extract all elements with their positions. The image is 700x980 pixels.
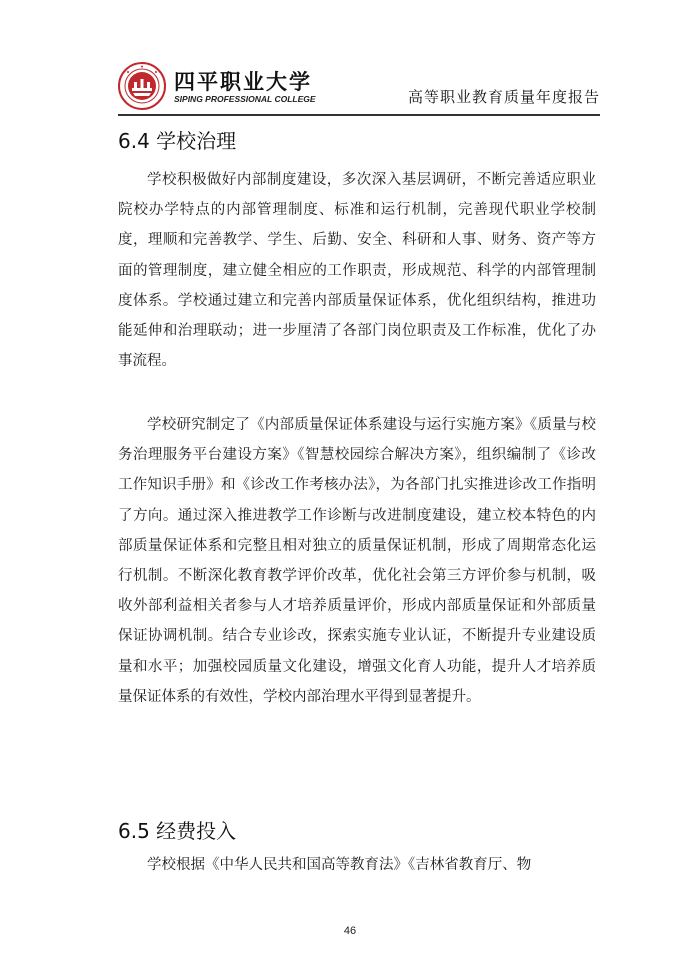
school-name-english: SIPING PROFESSIONAL COLLEGE bbox=[174, 94, 316, 104]
school-name: 四平职业大学 bbox=[174, 70, 312, 94]
paragraph: 学校研究制定了《内部质量保证体系建设与运行实施方案》《质量与校务治理服务平台建设方案》《智慧校园综合解决方案》，组织编制了《诊改工作知识手册》和《诊改工作考核办法》，为各部门扎实推进诊改工作指明了方向。通过深入推进教学工作诊断与改进制度建设，建立校本特色的内部质量保证体系和完整且相对独立的质量保证机制，形成了周期常态化运行机制。不断深化教育教学评价改革，优化社会第三方评价参与机制，吸收外部利益相关者参与人才培养质量评价，形成内部质量保证和外部质量保证协调机制。结合专业诊改，探索实施专业认证，不断提升专业建设质量和水平；加强校园质量文化建设，增强文化育人功能，提升人才培养质量保证体系的有效性，学校内部治理水平得到显著提升。 bbox=[118, 417, 596, 705]
section-heading-funding: 6.5 经费投入 bbox=[118, 819, 237, 843]
university-seal-icon bbox=[118, 62, 166, 110]
page-header bbox=[118, 62, 600, 114]
header-divider bbox=[118, 114, 600, 116]
paragraph: 学校积极做好内部制度建设，多次深入基层调研，不断完善适应职业院校办学特点的内部管理制度、标准和运行机制，完善现代职业学校制度，理顺和完善教学、学生、后勤、安全、科研和人事、财务、资产等方面的管理制度，建立健全相应的工作职责，形成规范、科学的内部管理制度体系。学校通过建立和完善内部质量保证体系，优化组织结构，推进功能延伸和治理联动；进一步厘清了各部门岗位职责及工作标准，优化了办事流程。 bbox=[118, 172, 596, 370]
report-title: 高等职业教育质量年度报告 bbox=[407, 88, 600, 106]
page-number: 46 bbox=[343, 925, 357, 937]
paragraph: 学校根据《中华人民共和国高等教育法》《吉林省教育厅、物 bbox=[147, 857, 532, 873]
section-heading-governance: 6.4 学校治理 bbox=[118, 129, 237, 153]
